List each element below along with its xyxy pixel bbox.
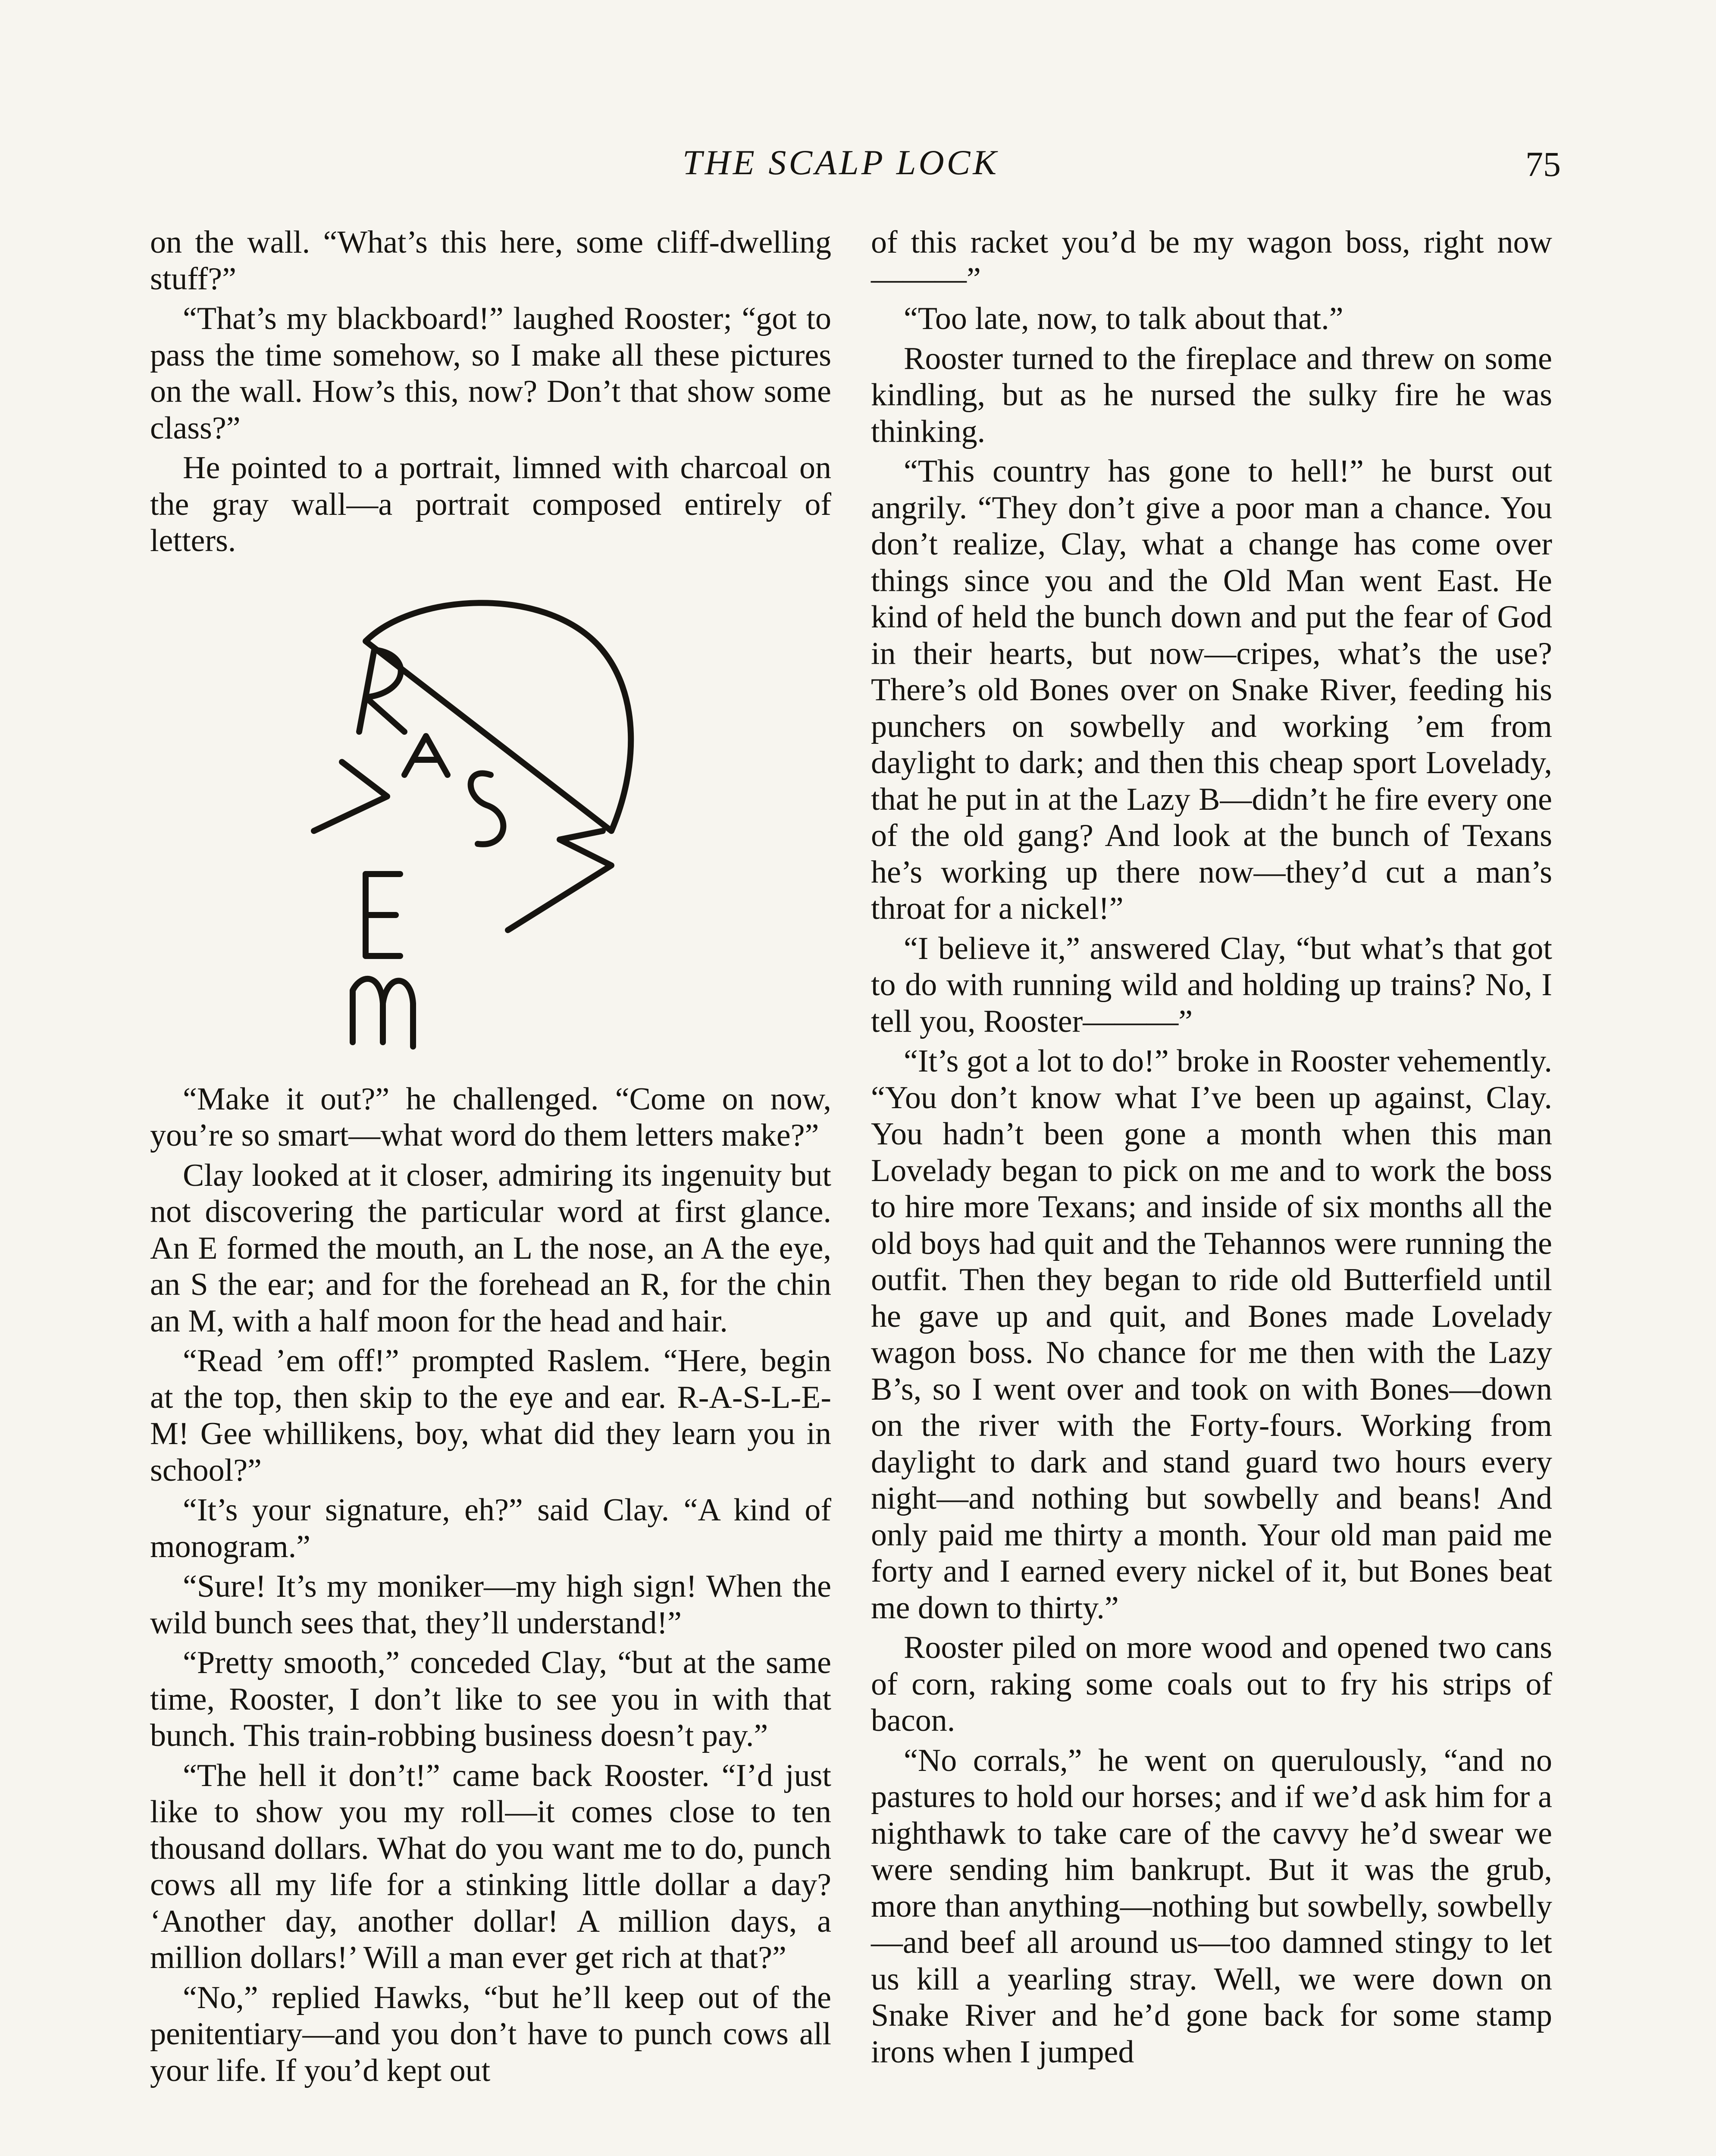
- paragraph: “Make it out?” he challenged. “Come on now, you’re so smart—what word do them letters make?”: [150, 1081, 831, 1153]
- page-number: 75: [1525, 144, 1561, 184]
- paragraph: “The hell it don’t!” came back Rooster. “I’d just like to show you my roll—it comes close to ten thousand dollars. What do you want me to do, punch cows all my life for a stinking little dollar a day? ‘Another day, another dollar! A million days, a million dollars!’ Will a man ever get rich at that?”: [150, 1758, 831, 1975]
- paragraph: on the wall. “What’s this here, some cliff-dwelling stuff?”: [150, 225, 831, 297]
- paragraph: He pointed to a portrait, limned with charcoal on the gray wall—a portrait composed entirely of letters.: [150, 450, 831, 558]
- running-head: [0, 142, 1716, 194]
- letter-portrait-figure: [150, 589, 831, 1055]
- right-column: [871, 224, 1552, 2074]
- paragraph: “No corrals,” he went on querulously, “and no pastures to hold our horses; and if we’d ask him for a nighthawk to take care of the cavvy he’d swear we were sending him bankrupt. But it was the grub, more than anything—nothing but sowbelly, sowbelly—and beef all around us—too damned stingy to let us kill a yearling stray. Well, we were down on Snake River and he’d gone back for some stamp irons when I jumped: [871, 1742, 1552, 2070]
- paragraph: “Sure! It’s my moniker—my high sign! When the wild bunch sees that, they’ll understand!”: [150, 1569, 831, 1641]
- paragraph: Clay looked at it closer, admiring its ingenuity but not discovering the particular word at first glance. An E formed the mouth, an L the nose, an A the eye, an S the ear; and for the forehead an R, for the chin an M, with a half moon for the head and hair.: [150, 1157, 831, 1339]
- paragraph: of this racket you’d be my wagon boss, right now———”: [871, 225, 1552, 297]
- paragraph: “No,” replied Hawks, “but he’ll keep out of the penitentiary—and you don’t have to punch cows all your life. If you’d kept out: [150, 1980, 831, 2088]
- paragraph: Rooster turned to the fireplace and threw on some kindling, but as he nursed the sulky fire he was thinking.: [871, 341, 1552, 449]
- paragraph: “It’s your signature, eh?” said Clay. “A kind of monogram.”: [150, 1492, 831, 1564]
- raslem-letter-portrait-icon: [301, 589, 680, 1055]
- paragraph: “It’s got a lot to do!” broke in Rooster vehemently. “You don’t know what I’ve been up against, Clay. You hadn’t been gone a month when this man Lovelady began to pick on me and to work the boss to hire more Texans; and inside of six months all the old boys had quit and the Tehannos were running the outfit. Then they began to ride old Butterfield until he gave up and quit, and Bones made Lovelady wagon boss. No chance for me then with the Lazy B’s, so I went over and took on with Bones—down on the river with the Forty-fours. Working from daylight to dark and stand guard two hours every night—and nothing but sowbelly and beans! And only paid me thirty a month. Your old man paid me forty and I earned every nickel of it, but Bones beat me down to thirty.”: [871, 1044, 1552, 1626]
- left-column: [150, 224, 831, 2092]
- paragraph: “This country has gone to hell!” he burst out angrily. “They don’t give a poor man a chance. You don’t realize, Clay, what a change has come over things since you and the Old Man went East. He kind of held the bunch down and put the fear of God in their hearts, but now—cripes, what’s the use? There’s old Bones over on Snake River, feeding his punchers on sowbelly and working ’em from daylight to dark; and then this cheap sport Lovelady, that he put in at the Lazy B—didn’t he fire every one of the old gang? And look at the bunch of Texans he’s working up there now—they’d cut a man’s throat for a nickel!”: [871, 454, 1552, 926]
- paragraph: “Read ’em off!” prompted Raslem. “Here, begin at the top, then skip to the eye and ear. R-A-S-L-E-M! Gee whillikens, boy, what did they learn you in school?”: [150, 1343, 831, 1488]
- paragraph: “That’s my blackboard!” laughed Rooster; “got to pass the time somehow, so I make all these pictures on the wall. How’s this, now? Don’t that show some class?”: [150, 301, 831, 446]
- paragraph: “Too late, now, to talk about that.”: [904, 301, 1343, 336]
- paragraph: “Pretty smooth,” conceded Clay, “but at the same time, Rooster, I don’t like to see you in with that bunch. This train-robbing business doesn’t pay.”: [150, 1645, 831, 1753]
- paragraph: Rooster piled on more wood and opened two cans of corn, raking some coals out to fry his strips of bacon.: [871, 1630, 1552, 1738]
- running-title: THE SCALP LOCK: [682, 143, 999, 182]
- paragraph: “I believe it,” answered Clay, “but what’s that got to do with running wild and holding up trains? No, I tell you, Rooster———”: [871, 931, 1552, 1039]
